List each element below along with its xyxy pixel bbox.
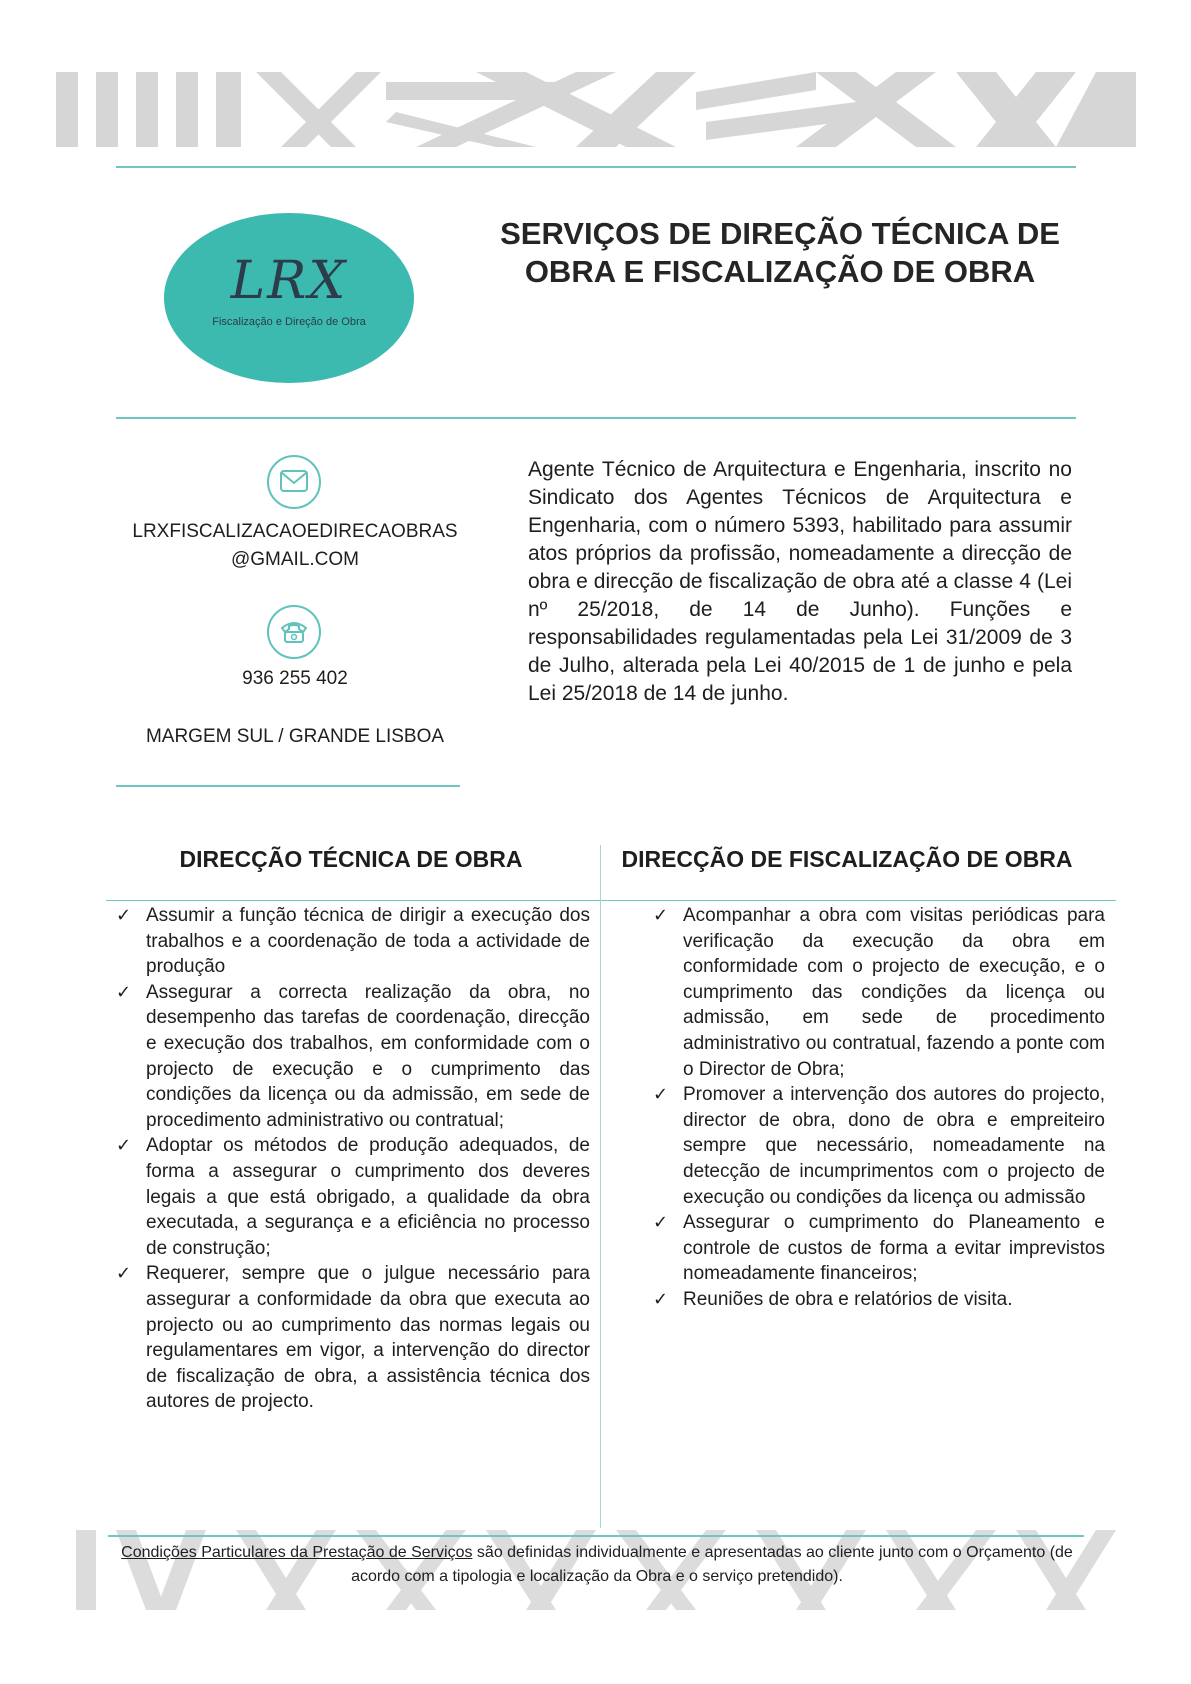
list-item-text: Reuniões de obra e relatórios de visita. <box>683 1288 1013 1310</box>
footer-text: são definidas individualmente e apresentadas ao cliente junto com o Orçamento (de acordo com a tipologia e localização da Obra e o serviço pretendido). <box>351 1544 1073 1585</box>
list-item <box>116 980 590 1134</box>
check-icon: ✓ <box>116 981 132 1003</box>
contact-email[interactable] <box>110 518 480 574</box>
page-title: SERVIÇOS DE DIREÇÃO TÉCNICA DE OBRA E FISCALIZAÇÃO DE OBRA <box>500 216 1060 289</box>
divider-columns <box>106 900 1116 901</box>
divider-footer <box>108 1535 1084 1537</box>
list-item <box>116 1261 590 1415</box>
list-item <box>653 1210 1105 1287</box>
logo-subtitle: Fiscalização e Direção de Obra <box>212 316 366 328</box>
company-logo <box>164 213 414 383</box>
divider-header <box>116 417 1076 419</box>
list-item <box>653 1082 1105 1210</box>
footer-link[interactable]: Condições Particulares da Prestação de Serviços <box>121 1544 473 1561</box>
column-separator <box>600 845 601 1528</box>
list-item <box>653 1287 1105 1313</box>
email-line-2: @GMAIL.COM <box>230 549 360 570</box>
list-item-text: Assegurar a correcta realização da obra, no desempenho das tarefas de coordenação, direcção e execução dos trabalhos, em conformidade com o projecto de execução e o cumprimento das condições da licença ou da admissão, em sede de procedimento administrativo ou contratual; <box>146 981 590 1131</box>
decorative-band-top <box>56 72 1136 147</box>
right-column-list <box>653 903 1105 1313</box>
check-icon: ✓ <box>653 1084 669 1106</box>
list-item-text: Promover a intervenção dos autores do projecto, director de obra, dono de obra e empreiteiro sempre que necessário, nomeadamente na detecção de incumprimentos com o projecto de execução ou condições da licença ou admissão <box>683 1084 1105 1208</box>
divider-contact <box>116 785 460 787</box>
check-icon: ✓ <box>116 1135 132 1157</box>
check-icon: ✓ <box>653 1212 669 1234</box>
footer-note <box>110 1541 1084 1589</box>
check-icon: ✓ <box>653 1288 669 1310</box>
divider-top <box>116 166 1076 168</box>
list-item-text: Assumir a função técnica de dirigir a execução dos trabalhos e a coordenação de toda a actividade de produção <box>146 905 590 978</box>
logo-mark: LRX <box>230 251 348 311</box>
list-item <box>653 903 1105 1082</box>
list-item <box>116 903 590 980</box>
mail-icon <box>267 455 321 509</box>
list-item-text: Assegurar o cumprimento do Planeamento e controle de custos de forma a evitar imprevistos nomeadamente financeiros; <box>683 1212 1105 1285</box>
check-icon: ✓ <box>116 905 132 926</box>
right-column-heading: DIRECÇÃO DE FISCALIZAÇÃO DE OBRA <box>621 846 1073 872</box>
check-icon: ✓ <box>653 905 669 926</box>
list-item <box>116 1133 590 1261</box>
intro-paragraph: Agente Técnico de Arquitectura e Engenharia, inscrito no Sindicato dos Agentes Técnicos de Arquitectura e Engenharia, com o número 5393, habilitado para assumir atos próprios da profissão, nomeadamente a direcção de obra e direcção de fiscalização de obra até a classe 4 (Lei nº 25/2018, de 14 de Junho). Funções e responsabilidades regulamentadas pela Lei 31/2009 de 3 de Julho, alterada pela Lei 40/2015 de 1 de junho e pela Lei 25/2018 de 14 de junho. <box>528 458 1072 705</box>
list-item-text: Adoptar os métodos de produção adequados, de forma a assegurar o cumprimento dos deveres legais a que está obrigado, a qualidade da obra executada, a segurança e a eficiência no processo de construção; <box>146 1135 590 1259</box>
email-line-1: LRXFISCALIZACAOEDIRECAOBRAS <box>132 521 458 542</box>
phone-icon <box>267 605 321 659</box>
service-region: MARGEM SUL / GRANDE LISBOA <box>145 726 445 747</box>
left-column-heading: DIRECÇÃO TÉCNICA DE OBRA <box>179 846 523 872</box>
list-item-text: Requerer, sempre que o julgue necessário para assegurar a conformidade da obra que executa ao projecto ou ao cumprimento das normas legais ou regulamentares em vigor, a intervenção do director de fiscalização de obra, a assistência técnica dos autores de projecto. <box>146 1263 590 1413</box>
left-column-list <box>116 903 590 1415</box>
list-item-text: Acompanhar a obra com visitas periódicas para verificação da execução da obra em conformidade com o projecto de execução, e o cumprimento das condições da licença ou admissão, em sede de procedimento administrativo ou contratual, fazendo a ponte com o Director de Obra; <box>683 905 1105 1080</box>
contact-phone[interactable]: 936 255 402 <box>242 668 348 689</box>
check-icon: ✓ <box>116 1263 132 1285</box>
